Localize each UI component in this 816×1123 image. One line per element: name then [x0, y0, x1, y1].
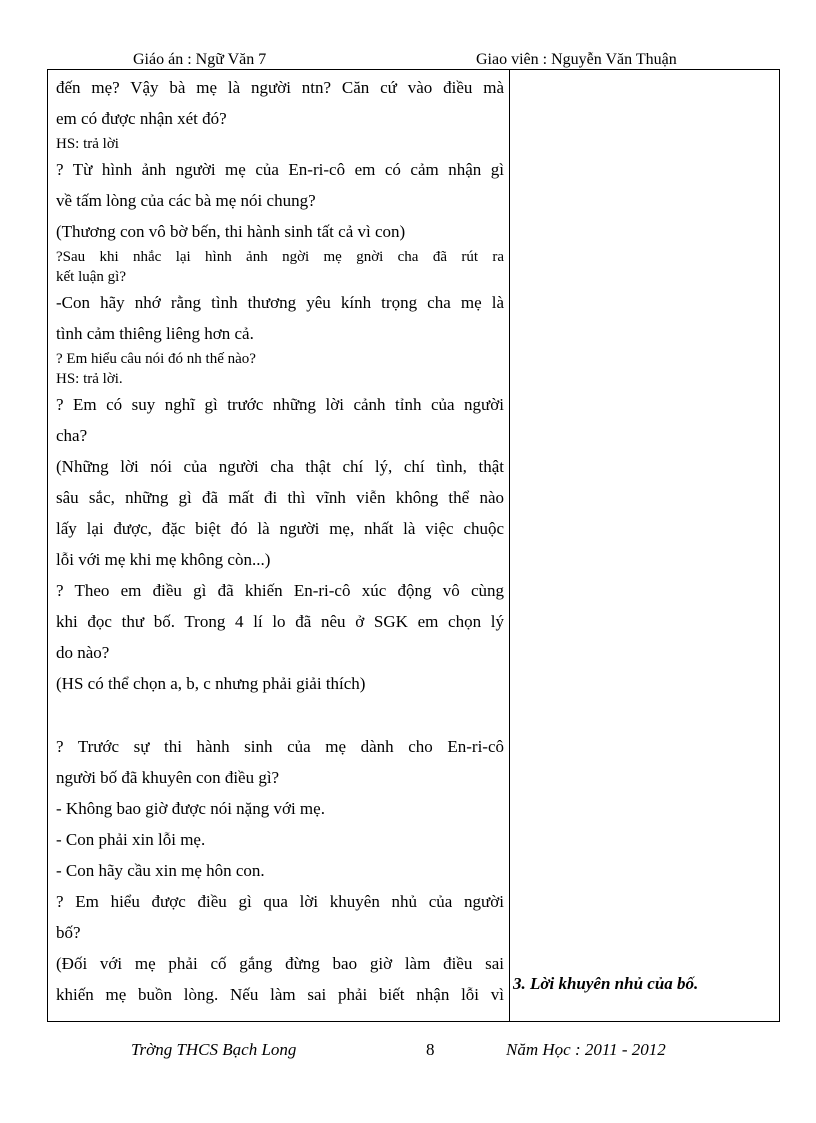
text-line: tình cảm thiêng liêng hơn cả. [56, 324, 254, 343]
text-line: khi đọc thư bố. Trong 4 lí lo đã nêu ở SGK em chọn lý [56, 612, 504, 631]
text-line: (HS có thể chọn a, b, c nhưng phải giải thích) [56, 674, 366, 693]
footer-year: Năm Học : 2011 - 2012 [506, 1040, 666, 1059]
text-line: (Đối với mẹ phải cố gắng đừng bao giờ làm điều sai [56, 954, 504, 973]
text-line: sâu sắc, những gì đã mất đi thì vĩnh viễn không thể nào [56, 488, 504, 507]
left-column [56, 72, 504, 1010]
text-line: - Không bao giờ được nói nặng với mẹ. [56, 799, 325, 818]
page-number: 8 [426, 1040, 435, 1059]
text-line: - Con hãy cầu xin mẹ hôn con. [56, 861, 265, 880]
text-line: ? Trước sự thi hành sinh của mẹ dành cho En-ri-cô [56, 737, 504, 756]
text-line: ? Em hiểu được điều gì qua lời khuyên nhủ của người [56, 892, 504, 911]
header-teacher: Giao viên : Nguyễn Văn Thuận [476, 51, 677, 68]
text-line: bố? [56, 923, 81, 942]
text-line: ? Em có suy nghĩ gì trước những lời cảnh tỉnh của người [56, 395, 504, 414]
text-line: khiến mẹ buồn lòng. Nếu làm sai phải biết nhận lỗi vì [56, 985, 504, 1004]
text-line: ? Từ hình ảnh người mẹ của En-ri-cô em có cảm nhận gì [56, 160, 504, 179]
text-line: lỗi với mẹ khi mẹ không còn...) [56, 550, 271, 569]
section-heading: 3. Lời khuyên nhủ của bố. [513, 974, 699, 993]
text-line: ? Em hiểu câu nói đó nh thế nào? [56, 351, 256, 367]
text-line: cha? [56, 426, 88, 445]
text-line: về tấm lòng của các bà mẹ nói chung? [56, 191, 316, 210]
text-line: ?Sau khi nhắc lại hình ảnh ngời mẹ gnời cha đã rút ra [56, 249, 504, 265]
text-line: đến mẹ? Vậy bà mẹ là người ntn? Căn cứ vào điều mà [56, 78, 504, 97]
column-divider [509, 69, 510, 1022]
text-line: HS: trả lời. [56, 371, 123, 387]
text-line: người bố đã khuyên con điều gì? [56, 768, 280, 787]
text-line: - Con phải xin lỗi mẹ. [56, 830, 206, 849]
text-line: kết luận gì? [56, 269, 126, 285]
text-line: em có được nhận xét đó? [56, 109, 227, 128]
blank-line [56, 699, 504, 731]
text-line: ? Theo em điều gì đã khiến En-ri-cô xúc động vô cùng [56, 581, 504, 600]
text-line: lấy lại được, đặc biệt đó là người mẹ, nhất là việc chuộc [56, 519, 504, 538]
header-subject: Giáo án : Ngữ Văn 7 [133, 51, 267, 68]
text-line: (Những lời nói của người cha thật chí lý, chí tình, thật [56, 457, 504, 476]
text-line: (Thương con vô bờ bến, thi hành sinh tất cả vì con) [56, 222, 406, 241]
text-line: -Con hãy nhớ rằng tình thương yêu kính trọng cha mẹ là [56, 293, 504, 312]
text-line: HS: trả lời [56, 136, 119, 152]
footer-school: Trờng THCS Bạch Long [131, 1040, 297, 1059]
text-line: do nào? [56, 643, 110, 662]
